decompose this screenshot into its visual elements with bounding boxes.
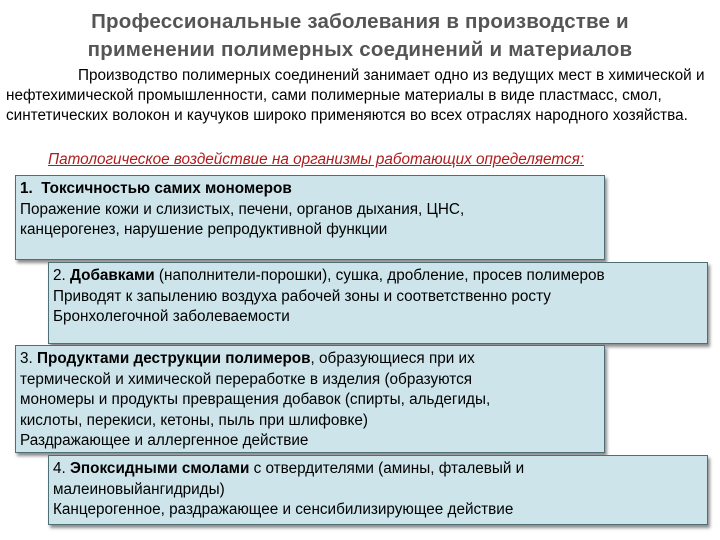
intro-paragraph: Производство полимерных соединений занимает одно из ведущих мест в химической и нефтехимической промышленности, сами полимерные материалы в виде пластмасс, смол, синтетических волокон и каучуков широко применяются во всех отраслях народного хозяйства. [6, 67, 705, 124]
factor-heading-rest: , образующиеся при их [310, 350, 475, 367]
factor-box-2 [48, 262, 708, 344]
factor-line: Раздражающее и аллергенное действие [20, 432, 309, 449]
factor-number: 2. [53, 267, 66, 284]
factor-number: 3. [20, 350, 33, 367]
factor-heading-line [53, 459, 702, 480]
factor-line: Бронхолегочной заболеваемости [53, 308, 290, 325]
factor-line: Приводят к запылению воздуха рабочей зоны и соответственно росту [53, 287, 551, 305]
factor-heading: Эпоксидными смолами [70, 460, 250, 477]
factor-line: термической и химической переработке в изделия (образуются [20, 370, 473, 388]
factor-heading-rest: (наполнители-порошки), сушка, дробление, просев полимеров [154, 267, 605, 284]
factor-heading: Добавками [70, 267, 155, 284]
factor-line: малеиновыйангидриды) [53, 480, 225, 498]
factor-line: Поражение кожи и слизистых, печени, органов дыхания, ЦНС, [20, 200, 465, 218]
factor-line: канцерогенез, нарушение репродуктивной функции [20, 221, 388, 238]
factor-line: Канцерогенное, раздражающее и сенсибилизирующее действие [53, 501, 514, 518]
title-line-1: Профессиональные заболевания в производстве и [91, 10, 629, 33]
factor-box-1 [15, 175, 605, 260]
factor-heading: Токсичностью самих мономеров [41, 180, 292, 197]
lead-sentence: Патологическое воздействие на организмы работающих определяется: [48, 151, 584, 168]
page-title [20, 8, 700, 64]
factor-heading-rest: с отвердителями (амины, фталевый и [249, 460, 525, 477]
factor-line: мономеры и продукты превращения добавок (спирты, альдегиды, [20, 391, 491, 408]
title-line-2: применении полимерных соединений и материалов [87, 38, 633, 61]
factor-line: кислоты, перекиси, кетоны, пыль при шлифовке) [20, 411, 368, 429]
factor-number: 1. [20, 180, 33, 197]
factor-heading-line [20, 179, 599, 200]
factor-box-4 [48, 455, 708, 525]
factor-heading-line [53, 266, 702, 287]
factor-number: 4. [53, 460, 66, 477]
factor-heading-line [20, 349, 599, 370]
factor-box-3 [15, 345, 605, 453]
factor-heading: Продуктами деструкции полимеров [37, 350, 311, 367]
